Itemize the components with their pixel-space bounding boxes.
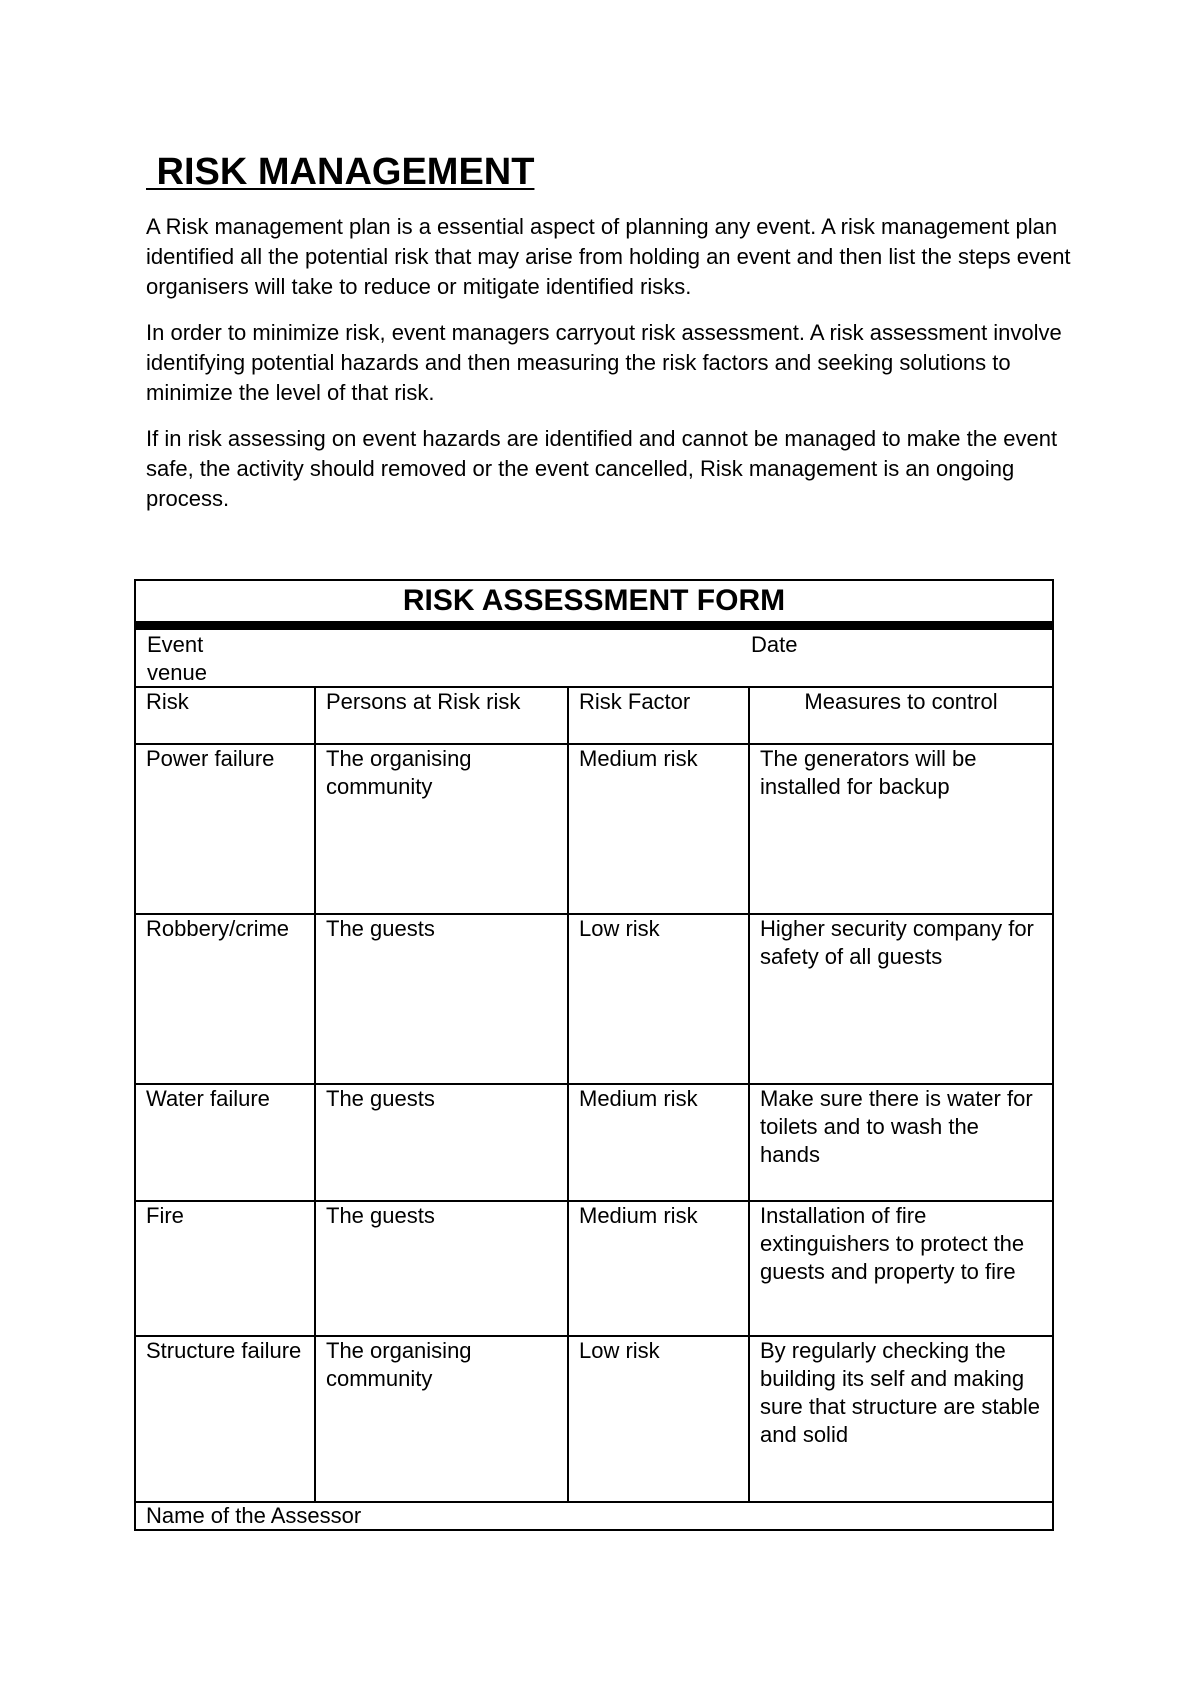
event-venue-label: Event venue xyxy=(147,632,207,685)
measures-cell: The generators will be installed for backup xyxy=(749,744,1053,914)
factor-cell: Medium risk xyxy=(568,1201,749,1336)
measures-cell: By regularly checking the building its self and making sure that structure are stable and solid xyxy=(749,1336,1053,1502)
factor-cell: Low risk xyxy=(568,1336,749,1502)
event-meta-row xyxy=(135,626,1053,688)
date-label: Date xyxy=(751,632,798,657)
persons-cell: The organising community xyxy=(315,1336,568,1502)
risk-cell: Water failure xyxy=(135,1084,315,1201)
table-row xyxy=(135,744,1053,914)
risk-cell: Robbery/crime xyxy=(135,914,315,1084)
table-row xyxy=(135,1084,1053,1201)
persons-cell: The guests xyxy=(315,1201,568,1336)
persons-cell: The organising community xyxy=(315,744,568,914)
risk-assessment-table xyxy=(134,579,1054,1531)
intro-text xyxy=(146,212,1076,530)
assessor-name-label: Name of the Assessor xyxy=(135,1502,1053,1530)
table-row xyxy=(135,1336,1053,1502)
measures-cell: Make sure there is water for toilets and to wash the hands xyxy=(749,1084,1053,1201)
table-header-row xyxy=(135,687,1053,744)
form-title: RISK ASSESSMENT FORM xyxy=(135,580,1053,626)
persons-cell: The guests xyxy=(315,914,568,1084)
column-header-risk: Risk xyxy=(135,687,315,744)
document-title: RISK MANAGEMENT xyxy=(146,151,535,193)
persons-cell: The guests xyxy=(315,1084,568,1201)
measures-cell: Higher security company for safety of all guests xyxy=(749,914,1053,1084)
column-header-factor: Risk Factor xyxy=(568,687,749,744)
paragraph: A Risk management plan is a essential aspect of planning any event. A risk management plan identified all the potential risk that may arise from holding an event and then list the steps event organisers will take to reduce or mitigate identified risks. xyxy=(146,214,1071,299)
measures-cell: Installation of fire extinguishers to protect the guests and property to fire xyxy=(749,1201,1053,1336)
risk-cell: Structure failure xyxy=(135,1336,315,1502)
column-header-persons: Persons at Risk risk xyxy=(315,687,568,744)
factor-cell: Medium risk xyxy=(568,1084,749,1201)
risk-assessment-form xyxy=(134,579,1052,1531)
paragraph: In order to minimize risk, event managers carryout risk assessment. A risk assessment involve identifying potential hazards and then measuring the risk factors and seeking solutions to minimize the level of that risk. xyxy=(146,320,1062,405)
paragraph: If in risk assessing on event hazards are identified and cannot be managed to make the event safe, the activity should removed or the event cancelled, Risk management is an ongoing process. xyxy=(146,426,1058,511)
table-row xyxy=(135,1201,1053,1336)
risk-cell: Power failure xyxy=(135,744,315,914)
table-row xyxy=(135,914,1053,1084)
factor-cell: Medium risk xyxy=(568,744,749,914)
column-header-measures: Measures to control xyxy=(749,687,1053,744)
risk-cell: Fire xyxy=(135,1201,315,1336)
factor-cell: Low risk xyxy=(568,914,749,1084)
